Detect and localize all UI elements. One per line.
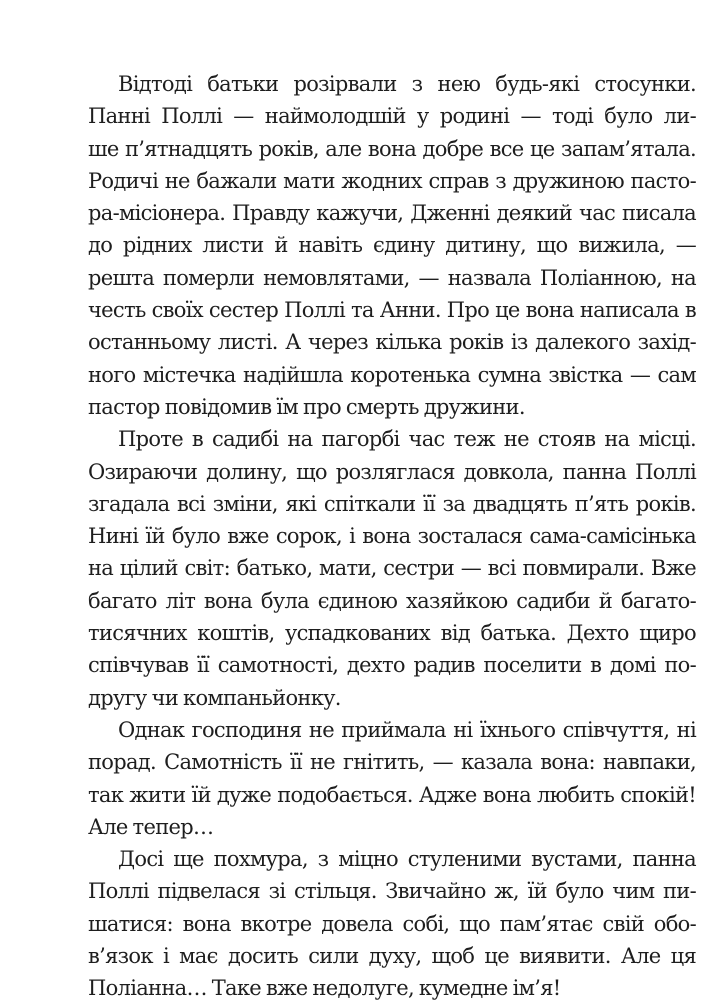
text-line: співчував її самотності, дехто радив поселити в домі по- xyxy=(88,653,696,678)
text-line: Панні Поллі — наймолодшій у родині — тоді було ли- xyxy=(88,104,696,129)
text-line: в’язок і має досить сили духу, щоб це виявити. Але ця xyxy=(88,944,696,969)
paragraph xyxy=(88,68,696,423)
text-line: Але тепер… xyxy=(88,814,214,839)
text-line: пастор повідомив їм про смерть дружини. xyxy=(88,394,525,419)
book-page-body xyxy=(88,68,696,1005)
text-line: Родичі не бажали мати жодних справ з дружиною пасто- xyxy=(88,168,696,193)
text-line: ра-місіонера. Правду кажучи, Дженні деякий час писала xyxy=(88,201,696,226)
text-line: згадала всі зміни, які спіткали її за двадцять п’ять років. xyxy=(88,491,696,516)
text-line: останньому листі. А через кілька років із далекого захід- xyxy=(88,330,696,355)
text-line: решта померли немовлятами, — назвала Поліанною, на xyxy=(88,265,696,290)
text-line: Досі ще похмура, з міцно стуленими вустами, панна xyxy=(118,847,696,872)
text-line: Поллі підвелася зі стільця. Звичайно ж, їй було чим пи- xyxy=(88,879,696,904)
text-line: шатися: вона вкотре довела собі, що пам’ятає свій обо- xyxy=(88,911,696,936)
text-line: на цілий світ: батько, мати, сестри — всі повмирали. Вже xyxy=(88,556,696,581)
paragraph xyxy=(88,843,696,1004)
text-line: другу чи компаньйонку. xyxy=(88,685,341,710)
text-line: Відтоді батьки розірвали з нею будь-які стосунки. xyxy=(118,72,696,96)
text-line: Озираючи долину, що розляглася довкола, панна Поллі xyxy=(88,459,696,484)
paragraph xyxy=(88,714,696,843)
text-line: Нині їй було вже сорок, і вона зосталася сама-самісінька xyxy=(88,524,696,549)
text-line: Поліанна… Таке вже недолуге, кумедне ім’я! xyxy=(88,976,561,1001)
text-line: ше п’ятнадцять років, але вона добре все це запам’ятала. xyxy=(88,136,696,161)
text-line: ного містечка надійшла коротенька сумна звістка — сам xyxy=(88,362,696,387)
text-line: до рідних листи й навіть єдину дитину, що вижила, — xyxy=(88,233,696,258)
text-line: порад. Самотність її не гнітить, — казала вона: навпаки, xyxy=(88,750,696,775)
text-line: так жити їй дуже подобається. Адже вона любить спокій! xyxy=(88,782,696,807)
paragraph xyxy=(88,423,696,714)
text-line: Проте в садибі на пагорбі час теж не стояв на місці. xyxy=(118,427,696,452)
text-line: честь своїх сестер Поллі та Анни. Про це вона написала в xyxy=(88,298,696,323)
text-line: багато літ вона була єдиною хазяйкою садиби й багато- xyxy=(88,588,696,613)
text-line: Однак господиня не приймала ні їхнього співчуття, ні xyxy=(118,717,696,742)
text-line: тисячних коштів, успадкованих від батька. Дехто щиро xyxy=(88,621,696,646)
